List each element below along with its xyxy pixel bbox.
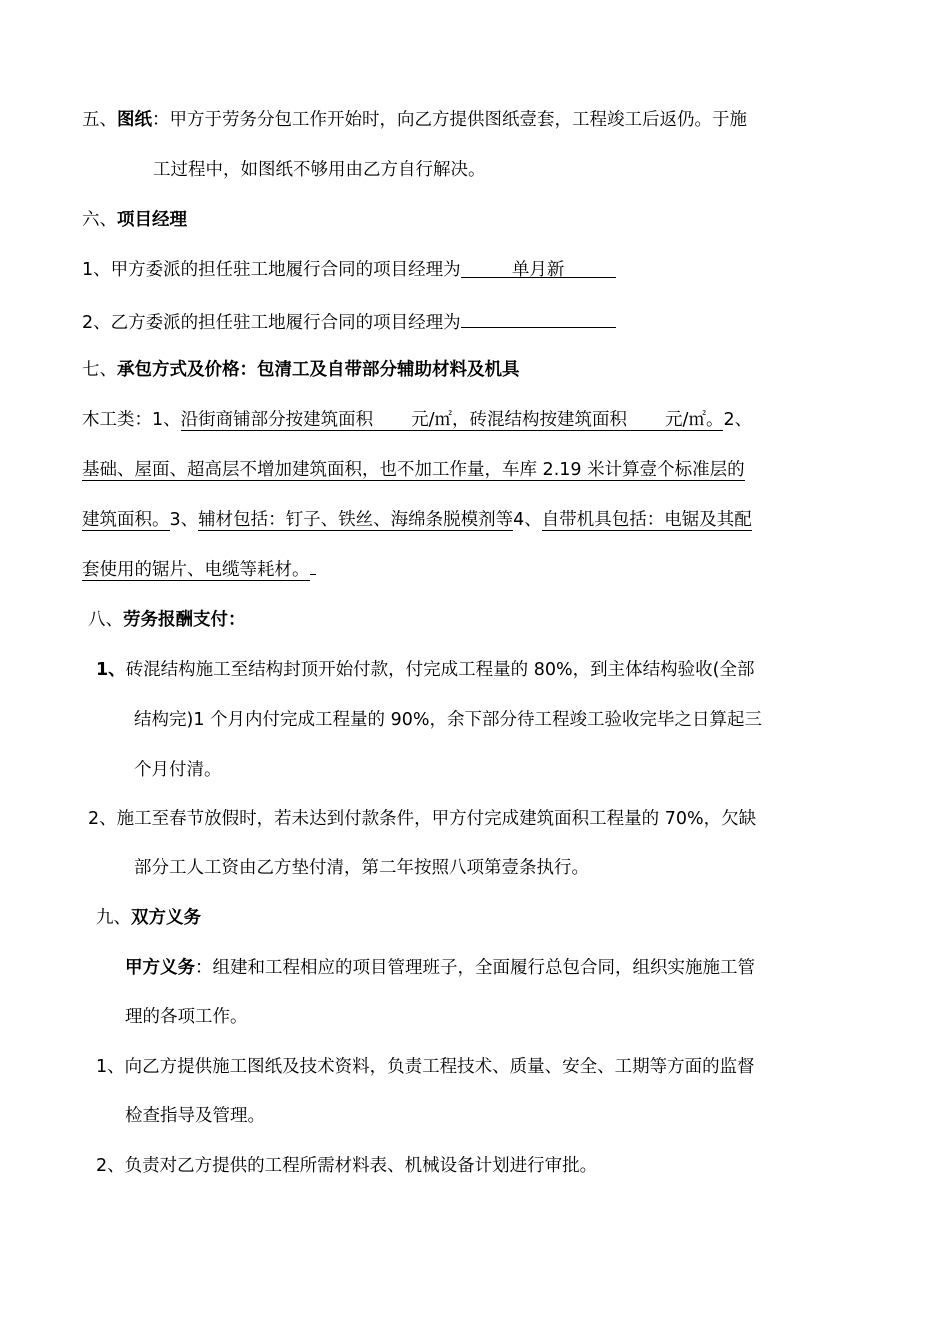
section-7-line-2	[82, 457, 745, 483]
section-5-line-2: 工过程中，如图纸不够用由乙方自行解决。	[153, 160, 486, 180]
section-5-line-1	[82, 107, 747, 133]
section-5-number: 五、	[82, 110, 117, 130]
item-3-number: 3、	[169, 510, 199, 530]
section-9-item-2: 2、负责对乙方提供的工程所需材料表、机械设备计划进行审批。	[96, 1156, 598, 1176]
section-6-item-2-label: 2、乙方委派的担任驻工地履行合同的项目经理为	[82, 313, 461, 333]
party-a-duties-text: ：组建和工程相应的项目管理班子，全面履行总包合同，组织实施施工管	[195, 958, 755, 978]
section-6-item-1	[82, 257, 616, 283]
section-7-line-3	[82, 507, 752, 533]
section-6-item-1-label: 1、甲方委派的担任驻工地履行合同的项目经理为	[82, 260, 461, 280]
section-7-title: 承包方式及价格：包清工及自带部分辅助材料及机具	[117, 360, 520, 380]
section-5-text: ：甲方于劳务分包工作开始时，向乙方提供图纸壹套，工程竣工后返仍。于施	[152, 110, 747, 130]
section-9-title: 双方义务	[131, 908, 201, 928]
party-a-duties-line-1	[125, 955, 755, 981]
party-a-duties-line-2: 理的各项工作。	[125, 1007, 248, 1027]
section-9-number: 九、	[96, 908, 131, 928]
section-9-heading	[96, 905, 201, 931]
party-a-duties-title: 甲方义务	[125, 958, 195, 978]
section-6-item-2	[82, 307, 616, 336]
section-7-line-1	[82, 407, 752, 433]
unit-text: 元/㎡。	[665, 410, 724, 430]
section-9-item-1-line-2: 检查指导及管理。	[125, 1106, 265, 1126]
section-8-title: 劳务报酬支付：	[123, 610, 246, 630]
section-8-item-2-line-2: 部分工人工资由乙方垫付清，第二年按照八项第壹条执行。	[134, 858, 589, 878]
own-tools-text-end: 套使用的锯片、电缆等耗材。	[82, 560, 310, 580]
party-b-manager-field	[461, 307, 616, 328]
section-8-item-1-line-3: 个月付清。	[134, 760, 222, 780]
item-4-number: 4、	[513, 510, 542, 530]
area-rule-text: 基础、屋面、超高层不增加建筑面积，也不加工作量，车库 2.19 米计算壹个标准层的	[82, 460, 745, 480]
section-5-title: 图纸	[117, 110, 152, 130]
section-7-line-4	[82, 557, 316, 583]
section-8-item-1-number: 1、	[96, 660, 126, 680]
carpentry-price-clause	[181, 410, 724, 431]
brick-area-text: 元/㎡，砖混结构按建筑面积	[411, 410, 628, 430]
area-rule-end: 建筑面积。	[82, 510, 170, 530]
section-6-number: 六、	[82, 210, 117, 230]
section-8-number: 八、	[88, 610, 123, 630]
section-6-title: 项目经理	[117, 210, 187, 230]
own-tools-text: 自带机具包括：电锯及其配	[541, 510, 752, 530]
section-8-item-1-text: 砖混结构施工至结构封顶开始付款，付完成工程量的 80%，到主体结构验收(全部	[125, 660, 755, 680]
section-8-item-2-line-1: 2、施工至春节放假时，若未达到付款条件，甲方付完成建筑面积工程量的 70%，欠缺	[88, 809, 757, 829]
section-9-item-1-line-1: 1、向乙方提供施工图纸及技术资料，负责工程技术、质量、安全、工期等方面的监督	[96, 1057, 755, 1077]
carpentry-prefix: 木工类：1、	[82, 410, 181, 430]
item-2-number: 2、	[723, 410, 753, 430]
party-a-manager-field: 单月新	[461, 257, 616, 278]
section-8-heading	[88, 607, 246, 633]
section-7-heading	[82, 357, 520, 383]
section-8-item-1-line-2: 结构完)1 个月内付完成工程量的 90%，余下部分待工程竣工验收完毕之日算起三	[134, 710, 762, 730]
section-7-number: 七、	[82, 360, 117, 380]
section-6-heading	[82, 207, 187, 233]
shop-area-text: 沿街商铺部分按建筑面积	[180, 410, 374, 430]
section-8-item-1-line-1	[96, 657, 754, 683]
auxiliary-materials-text: 辅材包括：钉子、铁丝、海绵条脱模剂等	[198, 510, 514, 530]
